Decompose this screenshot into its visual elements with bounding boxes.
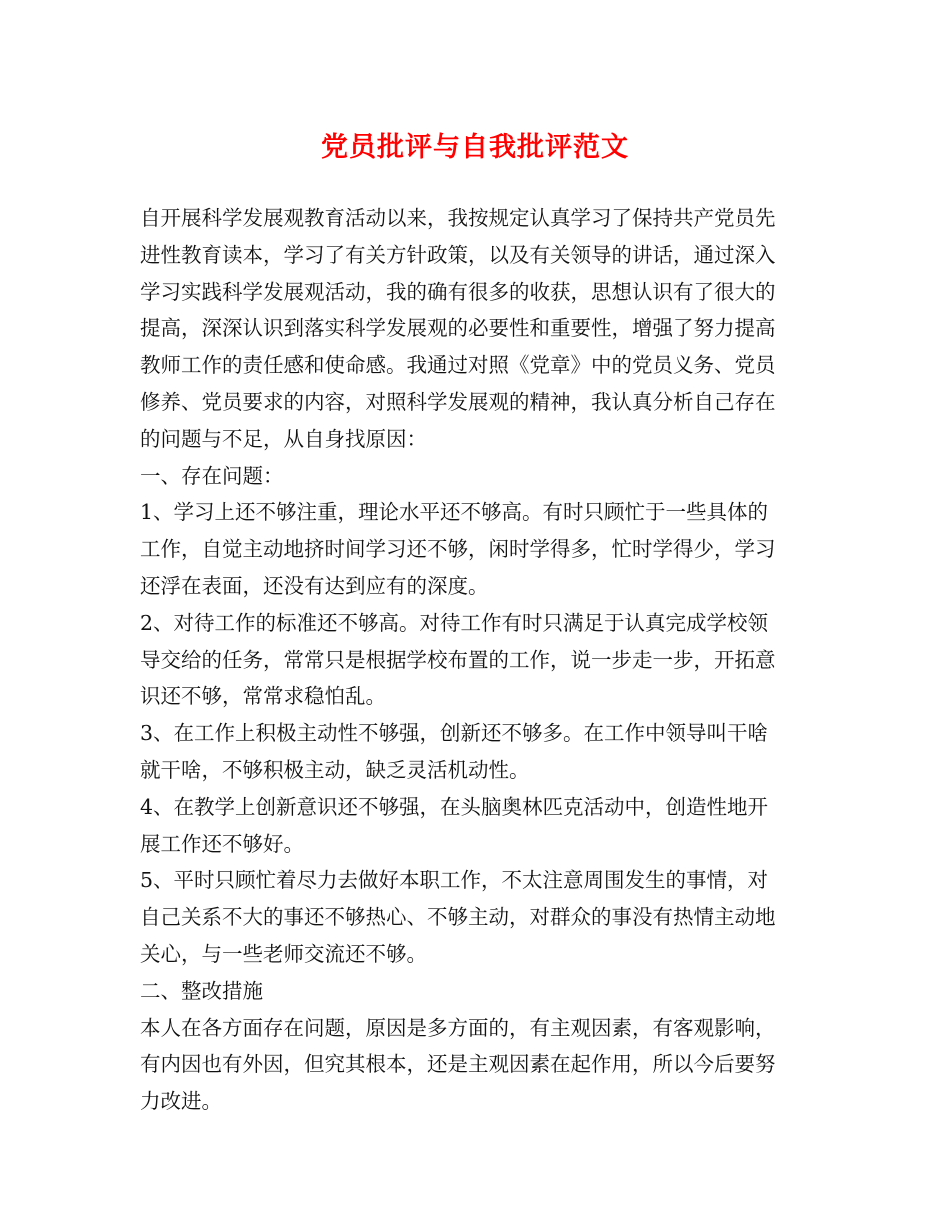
text-line: 学习实践科学发展观活动，我的确有很多的收获，思想认识有了很大的 xyxy=(140,279,776,304)
text-line: 力改进。 xyxy=(140,1089,222,1114)
text-line: 工作，自觉主动地挤时间学习还不够，闲时学得多，忙时学得少，学习 xyxy=(140,537,776,562)
text-line: 进性教育读本，学习了有关方针政策，以及有关领导的讲话，通过深入 xyxy=(140,242,776,267)
text-line: 导交给的任务，常常只是根据学校布置的工作，说一步走一步，开拓意 xyxy=(140,647,776,672)
text-line: 识还不够，常常求稳怕乱。 xyxy=(140,684,386,709)
text-line: 3、在工作上积极主动性不够强，创新还不够多。在工作中领导叫干啥 xyxy=(140,721,769,746)
text-line: 的问题与不足，从自身找原因： xyxy=(140,426,427,451)
text-line: 本人在各方面存在问题，原因是多方面的，有主观因素，有客观影响， xyxy=(140,1015,776,1040)
text-line: 5、平时只顾忙着尽力去做好本职工作，不太注意周围发生的事情，对 xyxy=(140,868,769,893)
document-title: 党员批评与自我批评范文 xyxy=(321,132,629,163)
text-line: 提高，深深认识到落实科学发展观的必要性和重要性，增强了努力提高 xyxy=(140,316,776,341)
document-body xyxy=(140,200,820,1120)
text-line: 自己关系不大的事还不够热心、不够主动，对群众的事没有热情主动地 xyxy=(140,905,776,930)
text-line: 还浮在表面，还没有达到应有的深度。 xyxy=(140,573,489,598)
text-line: 关心，与一些老师交流还不够。 xyxy=(140,941,427,966)
text-line: 教师工作的责任感和使命感。我通过对照《党章》中的党员义务、党员 xyxy=(140,353,776,378)
section-heading: 二、整改措施 xyxy=(140,978,263,1003)
text-line: 有内因也有外因，但究其根本，还是主观因素在起作用，所以今后要努 xyxy=(140,1052,776,1077)
text-line: 就干啥，不够积极主动，缺乏灵活机动性。 xyxy=(140,757,530,782)
section-heading: 一、存在问题： xyxy=(140,463,284,488)
text-line: 修养、党员要求的内容，对照科学发展观的精神，我认真分析自己存在 xyxy=(140,389,776,414)
text-line: 展工作还不够好。 xyxy=(140,831,304,856)
text-line: 自开展科学发展观教育活动以来，我按规定认真学习了保持共产党员先 xyxy=(140,206,776,230)
text-line: 1、学习上还不够注重，理论水平还不够高。有时只顾忙于一些具体的 xyxy=(140,500,769,525)
text-line: 2、对待工作的标准还不够高。对待工作有时只满足于认真完成学校领 xyxy=(140,610,769,635)
text-line: 4、在教学上创新意识还不够强，在头脑奥林匹克活动中，创造性地开 xyxy=(140,794,769,819)
